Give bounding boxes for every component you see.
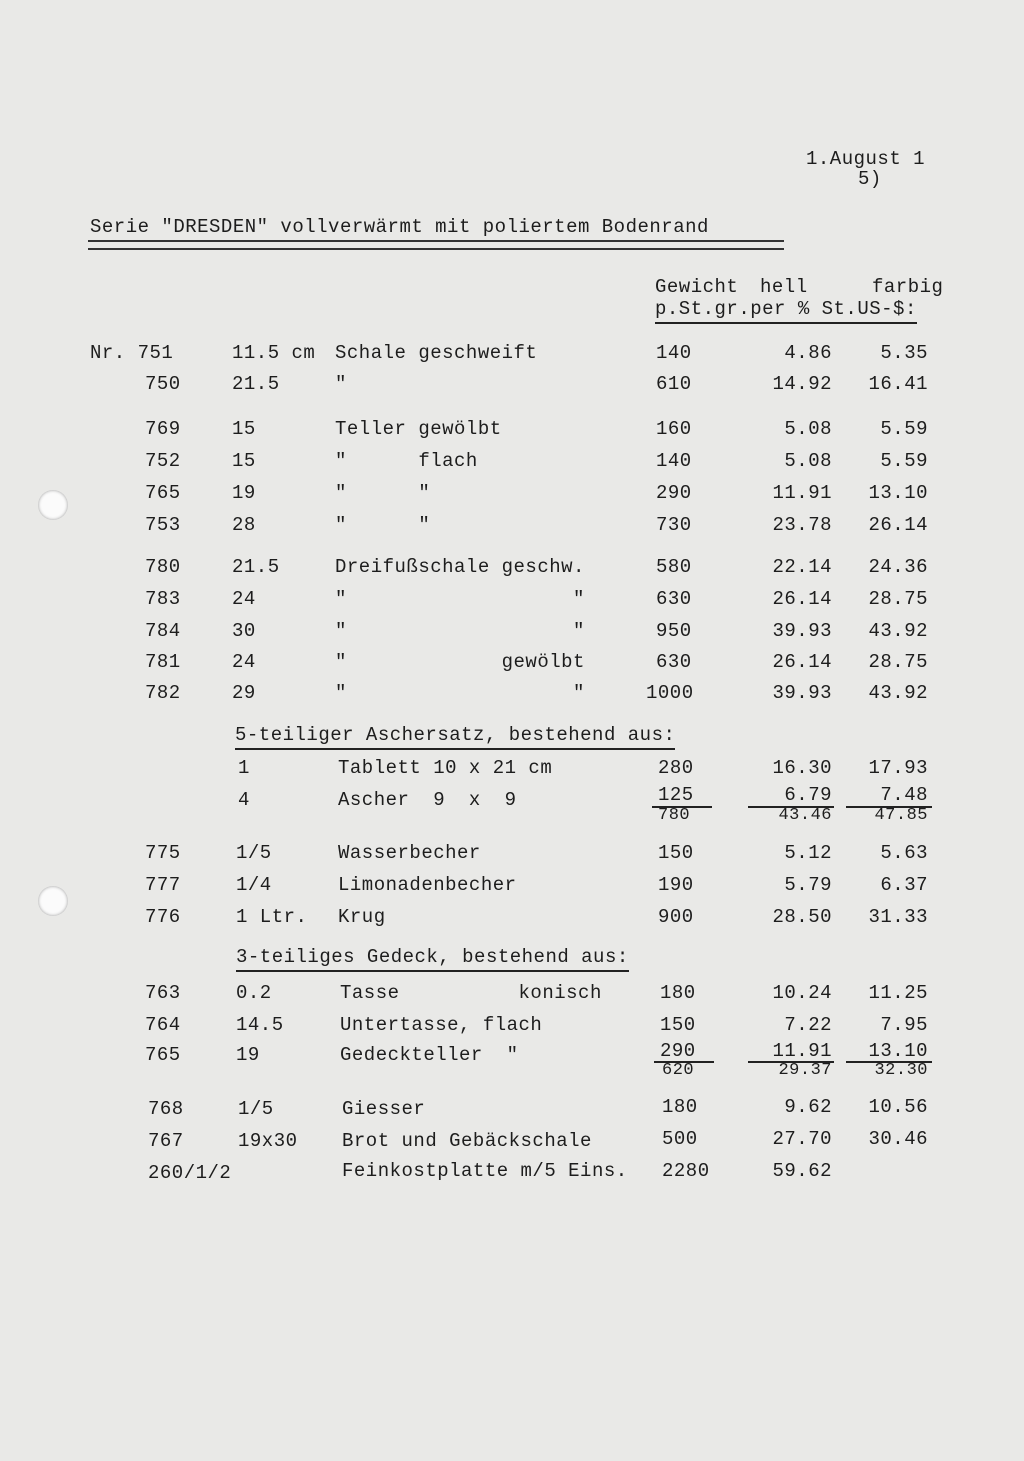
row-weight: 140 xyxy=(656,342,692,364)
row-weight: 900 xyxy=(658,906,694,928)
row-farbig: 43.92 xyxy=(868,682,928,704)
title-double-underline xyxy=(88,240,784,250)
row-weight: 150 xyxy=(658,842,694,864)
row-hell: 26.14 xyxy=(772,588,832,610)
row-nr: 764 xyxy=(145,1014,181,1036)
row-nr: 260/1/2 xyxy=(148,1162,232,1184)
row-farbig: 13.10 xyxy=(868,1040,928,1062)
item-hell: 16.30 xyxy=(772,757,832,779)
row-hell: 4.86 xyxy=(784,342,832,364)
row-desc: Dreifußschale geschw. xyxy=(335,556,585,578)
row-nr: Nr. 751 xyxy=(90,342,174,364)
row-hell: 10.24 xyxy=(772,982,832,1004)
total-farbig: 47.85 xyxy=(874,806,928,825)
row-nr: 783 xyxy=(145,588,181,610)
row-hell: 5.79 xyxy=(784,874,832,896)
row-size: 19 xyxy=(236,1044,260,1066)
row-nr: 780 xyxy=(145,556,181,578)
header-hell: hell xyxy=(760,276,808,298)
row-weight: 950 xyxy=(656,620,692,642)
row-hell: 39.93 xyxy=(772,682,832,704)
row-size: 29 xyxy=(232,682,256,704)
row-farbig: 43.92 xyxy=(868,620,928,642)
row-weight: 730 xyxy=(656,514,692,536)
row-desc: Brot und Gebäckschale xyxy=(342,1130,592,1152)
row-weight: 150 xyxy=(660,1014,696,1036)
row-size: 24 xyxy=(232,651,256,673)
header-farbig: farbig xyxy=(872,276,944,298)
row-farbig: 6.37 xyxy=(880,874,928,896)
row-farbig: 13.10 xyxy=(868,482,928,504)
row-hell: 14.92 xyxy=(772,373,832,395)
total-hell: 29.37 xyxy=(778,1061,832,1080)
row-size: 19 xyxy=(232,482,256,504)
row-nr: 765 xyxy=(145,482,181,504)
row-nr: 775 xyxy=(145,842,181,864)
row-hell: 7.22 xyxy=(784,1014,832,1036)
row-weight: 580 xyxy=(656,556,692,578)
row-farbig: 5.63 xyxy=(880,842,928,864)
row-weight: 180 xyxy=(660,982,696,1004)
row-weight: 290 xyxy=(660,1040,696,1062)
row-hell: 28.50 xyxy=(772,906,832,928)
row-size: 24 xyxy=(232,588,256,610)
row-nr: 753 xyxy=(145,514,181,536)
row-size: 1/5 xyxy=(236,842,272,864)
row-farbig: 26.14 xyxy=(868,514,928,536)
row-hell: 27.70 xyxy=(772,1128,832,1150)
item-farbig: 17.93 xyxy=(868,757,928,779)
row-weight: 1000 xyxy=(646,682,694,704)
row-hell: 59.62 xyxy=(772,1160,832,1182)
date-line: 1.August 1 xyxy=(806,148,926,170)
row-size: 19x30 xyxy=(238,1130,298,1152)
row-farbig: 7.95 xyxy=(880,1014,928,1036)
row-size: 0.2 xyxy=(236,982,272,1004)
row-desc: Tasse konisch xyxy=(340,982,602,1004)
item-qty: 1 xyxy=(238,757,250,779)
row-hell: 5.08 xyxy=(784,450,832,472)
row-weight: 140 xyxy=(656,450,692,472)
row-nr: 777 xyxy=(145,874,181,896)
row-size: 11.5 cm xyxy=(232,342,316,364)
total-weight: 780 xyxy=(658,806,691,825)
row-weight: 190 xyxy=(658,874,694,896)
document-title: Serie "DRESDEN" vollverwärmt mit poliertem Bodenrand xyxy=(90,216,709,238)
row-hell: 9.62 xyxy=(784,1096,832,1118)
row-desc: Untertasse, flach xyxy=(340,1014,543,1036)
header-units: p.St.gr.per % St.US-$: xyxy=(655,298,917,324)
row-nr: 781 xyxy=(145,651,181,673)
row-hell: 22.14 xyxy=(772,556,832,578)
row-desc: " " xyxy=(335,514,431,536)
row-weight: 610 xyxy=(656,373,692,395)
row-hell: 26.14 xyxy=(772,651,832,673)
row-size: 14.5 xyxy=(236,1014,284,1036)
row-hell: 5.12 xyxy=(784,842,832,864)
row-farbig: 30.46 xyxy=(868,1128,928,1150)
item-qty: 4 xyxy=(238,789,250,811)
punch-hole-top xyxy=(38,490,68,520)
row-size: 21.5 xyxy=(232,373,280,395)
row-desc: " " xyxy=(335,620,585,642)
item-desc: Tablett 10 x 21 cm xyxy=(338,757,553,779)
row-desc: " gewölbt xyxy=(335,651,585,673)
total-hell: 43.46 xyxy=(778,806,832,825)
section-heading-gedeck: 3-teiliges Gedeck, bestehend aus: xyxy=(236,946,629,972)
row-desc: Gedeckteller " xyxy=(340,1044,519,1066)
row-desc: " flach xyxy=(335,450,478,472)
row-hell: 5.08 xyxy=(784,418,832,440)
row-size: 1/5 xyxy=(238,1098,274,1120)
row-farbig: 28.75 xyxy=(868,651,928,673)
row-farbig: 5.35 xyxy=(880,342,928,364)
row-farbig: 16.41 xyxy=(868,373,928,395)
item-farbig: 7.48 xyxy=(880,784,928,806)
row-nr: 784 xyxy=(145,620,181,642)
row-nr: 765 xyxy=(145,1044,181,1066)
row-desc: " " xyxy=(335,482,431,504)
row-desc: Limonadenbecher xyxy=(338,874,517,896)
row-farbig: 5.59 xyxy=(880,450,928,472)
row-nr: 752 xyxy=(145,450,181,472)
row-weight: 160 xyxy=(656,418,692,440)
row-desc: Teller gewölbt xyxy=(335,418,502,440)
row-desc: " " xyxy=(335,588,585,610)
row-size: 15 xyxy=(232,418,256,440)
row-nr: 750 xyxy=(145,373,181,395)
row-hell: 11.91 xyxy=(772,482,832,504)
row-size: 30 xyxy=(232,620,256,642)
row-nr: 782 xyxy=(145,682,181,704)
row-farbig: 11.25 xyxy=(868,982,928,1004)
item-weight: 125 xyxy=(658,784,694,806)
row-hell: 23.78 xyxy=(772,514,832,536)
row-desc: " xyxy=(335,373,347,395)
header-gewicht: Gewicht xyxy=(655,276,739,298)
section-heading-aschersatz: 5-teiliger Aschersatz, bestehend aus: xyxy=(235,724,675,750)
row-nr: 768 xyxy=(148,1098,184,1120)
row-weight: 630 xyxy=(656,651,692,673)
punch-hole-bottom xyxy=(38,886,68,916)
row-farbig: 28.75 xyxy=(868,588,928,610)
row-size: 28 xyxy=(232,514,256,536)
row-nr: 776 xyxy=(145,906,181,928)
page-number: 5) xyxy=(858,168,882,190)
row-desc: Krug xyxy=(338,906,386,928)
row-desc: Wasserbecher xyxy=(338,842,481,864)
row-size: 1/4 xyxy=(236,874,272,896)
row-farbig: 10.56 xyxy=(868,1096,928,1118)
row-farbig: 24.36 xyxy=(868,556,928,578)
row-nr: 767 xyxy=(148,1130,184,1152)
row-weight: 500 xyxy=(662,1128,698,1150)
row-desc: " " xyxy=(335,682,585,704)
row-nr: 763 xyxy=(145,982,181,1004)
row-farbig: 31.33 xyxy=(868,906,928,928)
row-weight: 630 xyxy=(656,588,692,610)
row-farbig: 5.59 xyxy=(880,418,928,440)
row-desc: Schale geschweift xyxy=(335,342,538,364)
row-hell: 11.91 xyxy=(772,1040,832,1062)
item-weight: 280 xyxy=(658,757,694,779)
row-size: 21.5 xyxy=(232,556,280,578)
item-hell: 6.79 xyxy=(784,784,832,806)
total-farbig: 32.30 xyxy=(874,1061,928,1080)
row-weight: 290 xyxy=(656,482,692,504)
row-nr: 769 xyxy=(145,418,181,440)
row-desc: Feinkostplatte m/5 Eins. xyxy=(342,1160,628,1182)
row-size: 15 xyxy=(232,450,256,472)
row-weight: 180 xyxy=(662,1096,698,1118)
row-weight: 2280 xyxy=(662,1160,710,1182)
total-weight: 620 xyxy=(662,1061,695,1080)
row-hell: 39.93 xyxy=(772,620,832,642)
item-desc: Ascher 9 x 9 xyxy=(338,789,517,811)
row-desc: Giesser xyxy=(342,1098,426,1120)
row-size: 1 Ltr. xyxy=(236,906,308,928)
